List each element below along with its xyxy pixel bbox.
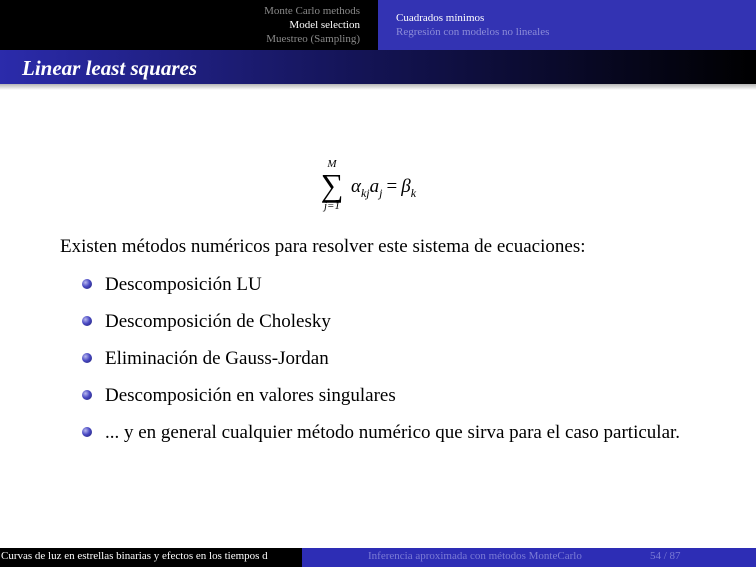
list-item [82,420,702,445]
sum-lower-limit: j=1 [324,200,340,212]
frame-title-bar [0,50,756,84]
list-item [82,383,702,408]
footer [0,548,756,567]
a-symbol: a [369,176,380,197]
nav-section-monte-carlo[interactable]: Monte Carlo methods [264,5,360,17]
bullet-icon [82,353,92,363]
list-item [82,309,702,334]
subsection-navigation [378,0,756,50]
beta-subscript: k [410,185,417,200]
footer-left [0,548,302,567]
beta-symbol: β [401,176,411,197]
bullet-icon [82,279,92,289]
equals-sign: = [386,176,398,197]
footer-title: Inferencia aproximada con métodos MonteCarlo [368,550,582,562]
list-item-text: Descomposición en valores singulares [105,385,396,406]
section-list [264,4,360,46]
bullet-icon [82,427,92,437]
bullet-icon [82,390,92,400]
a-subscript: j [379,185,383,200]
nav-section-muestreo[interactable]: Muestreo (Sampling) [266,33,360,45]
list-item-text: Descomposición LU [105,274,262,295]
list-item [82,272,702,297]
equation [0,158,756,228]
sum-symbol: ∑ [320,167,344,203]
alpha-subscript: kj [360,185,370,200]
list-item-text: Descomposición de Cholesky [105,311,331,332]
list-item-text: Eliminación de Gauss-Jordan [105,348,329,369]
footer-right [302,548,756,567]
method-list [82,272,702,457]
frame-title: Linear least squares [22,56,198,80]
equation-body [351,176,416,201]
list-item [82,346,702,371]
section-navigation [0,0,378,50]
nav-subsection-regresion[interactable]: Regresión con modelos no lineales [396,26,550,38]
footer-author: Curvas de luz en estrellas binarias y efectos en los tiempos d [1,550,268,562]
list-item-text: ... y en general cualquier método numérico que sirva para el caso particular. [105,422,681,443]
top-navigation [0,0,756,50]
page-number: 54 / 87 [650,550,681,562]
sum-upper-limit: M [327,158,337,170]
intro-text: Existen métodos numéricos para resolver este sistema de ecuaciones: [60,236,586,257]
alpha-symbol: α [351,176,361,197]
bullet-icon [82,316,92,326]
nav-section-model-selection[interactable]: Model selection [289,19,360,31]
subsection-list [396,11,549,39]
summation [315,158,349,212]
title-shadow [0,84,756,90]
nav-subsection-cuadrados-minimos[interactable]: Cuadrados mínimos [396,12,485,24]
